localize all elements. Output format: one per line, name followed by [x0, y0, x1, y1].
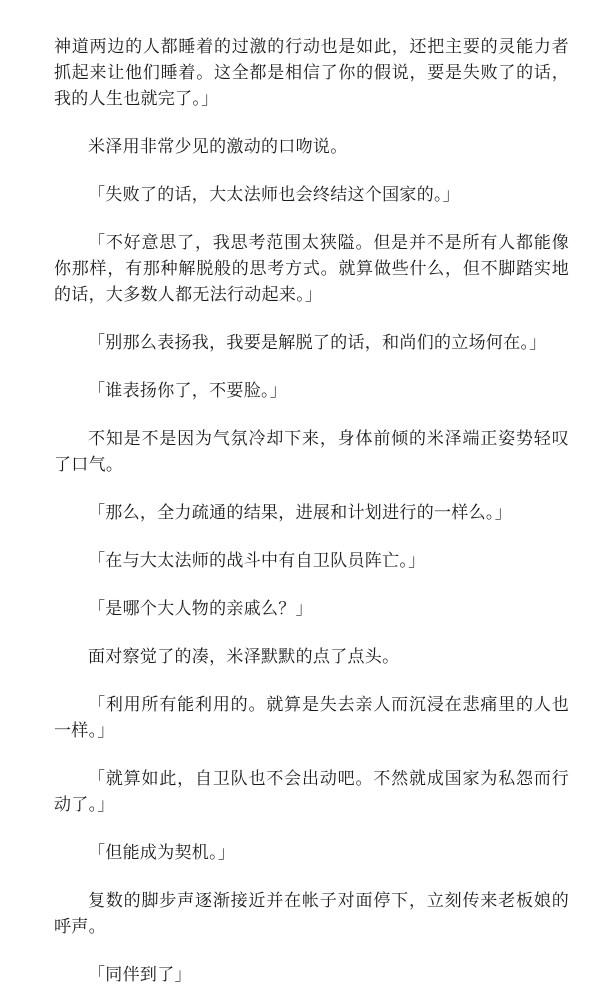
- paragraph: 「是哪个大人物的亲戚么？」: [88, 599, 313, 619]
- paragraph: 「失败了的话，大太法师也会终结这个国家的。」: [88, 185, 461, 205]
- paragraph: 复数的脚步声逐渐接近并在帐子对面停下，立刻传来老板娘的呼声。: [54, 891, 569, 937]
- paragraph: 「别那么表扬我，我要是解脱了的话，和尚们的立场何在。」: [88, 333, 547, 353]
- paragraph: 「谁表扬你了，不要脸。」: [88, 381, 288, 401]
- paragraph: 「就算如此，自卫队也不会出动吧。不然就成国家为私怨而行动了。」: [54, 769, 569, 815]
- paragraph: 「但能成为契机。」: [88, 843, 236, 863]
- paragraph: 不知是不是因为气氛冷却下来，身体前倾的米泽端正姿势轻叹了口气。: [54, 429, 569, 475]
- paragraph: 「不好意思了，我思考范围太狭隘。但是并不是所有人都能像你那样，有那种解脱般的思考方式。就算做些什么，但不脚踏实地的话，大多数人都无法行动起来。」: [54, 233, 569, 305]
- paragraph: 神道两边的人都睡着的过激的行动也是如此，还把主要的灵能力者抓起来让他们睡着。这全都是相信了你的假说，要是失败了的话，我的人生也就完了。」: [54, 37, 569, 109]
- paragraph: 面对察觉了的凑，米泽默默的点了点头。: [88, 647, 400, 667]
- paragraph: 「在与大太法师的战斗中有自卫队员阵亡。」: [88, 551, 426, 571]
- paragraph: 「利用所有能利用的。就算是失去亲人而沉浸在悲痛里的人也一样。」: [54, 695, 569, 741]
- paragraph: 「同伴到了」: [88, 965, 192, 985]
- paragraph: 米泽用非常少见的激动的口吻说。: [88, 137, 348, 157]
- paragraph: 「那么，全力疏通的结果，进展和计划进行的一样么。」: [88, 503, 512, 523]
